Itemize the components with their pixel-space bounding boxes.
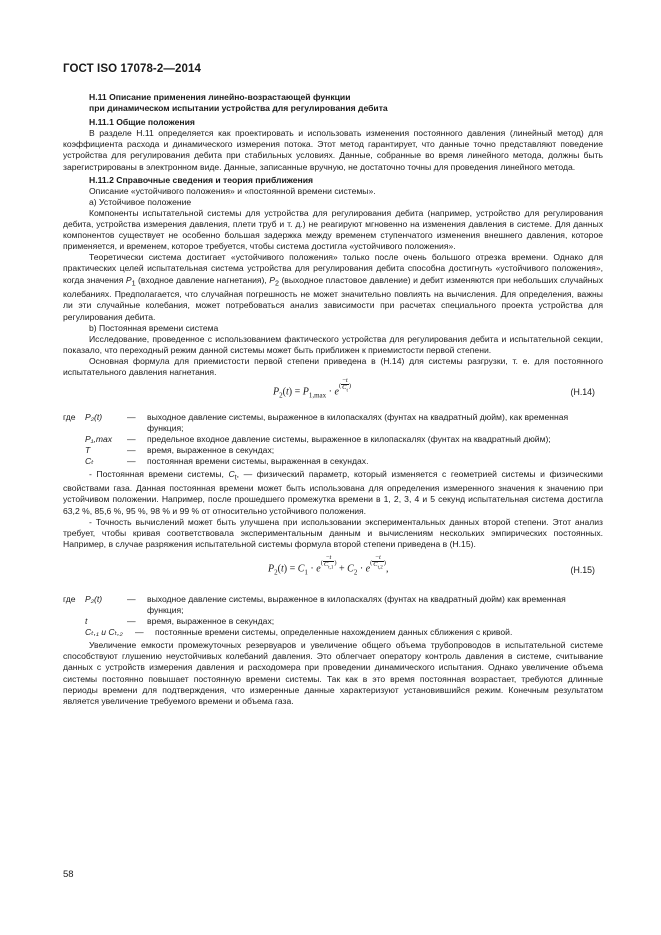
- definition-row: P₁,max — предельное входное давление системы, выраженное в килопаскалях (фунтах на квадратный дюйм);: [63, 434, 603, 445]
- paragraph-reference-intro: Описание «устойчивого положения» и «постоянной времени системы».: [89, 185, 376, 196]
- formula-h14: $P_2(t) = P_{1,max} \cdot e$( $\frac{-t}{C_t}$ ): [273, 377, 352, 400]
- definition-symbol: t: [85, 616, 88, 627]
- definition-symbol: P₂(t): [85, 412, 103, 423]
- definition-row: t — время, выраженное в секундах;: [63, 616, 603, 627]
- document-body: [63, 92, 603, 707]
- subsection-title-reference: Н.11.2 Справочные сведения и теория приближения: [89, 174, 314, 185]
- subsection-title-general: Н.11.1 Общие положения: [89, 117, 195, 128]
- definition-symbol: P₂(t): [85, 593, 103, 604]
- definition-text: время, выраженное в секундах;: [147, 445, 275, 456]
- definition-text: выходное давление системы, выраженное в килопаскалях (фунтах на квадратный дюйм) как временная функция;: [147, 593, 566, 615]
- formula-h15-number: (Н.15): [570, 564, 595, 575]
- definition-symbol: Cₜ: [85, 456, 94, 467]
- definitions-h15: [63, 594, 603, 638]
- definition-row: где P₂(t) — выходное давление системы, выраженное в килопаскалях (фунтах на квадратный дюйм) как временная функция;: [63, 594, 603, 616]
- definition-row: где P₂(t) — выходное давление системы, выраженное в килопаскалях (фунтах на квадратный дюйм), как временная функция;: [63, 412, 603, 434]
- definition-symbol: Cₜ,₁ и Cₜ,₂: [85, 627, 123, 638]
- definition-symbol: P₁,max: [85, 434, 113, 445]
- formula-h15-row: [63, 553, 603, 588]
- paragraph-closing: Увеличение емкости промежуточных резервуаров и увеличение общего объема трубопроводов в испытательной системе способствуют глушению неустойчивых колебаний давления. Это облегчает оператору контроль давления в системе, считывание данных с устройств измерения давления и расходомера при проведении динамического испытания. Однако увеличение объема системы постоянно повышает постоянную времени системы. Так как в это время постоянная возрастает, требуются длинные периоды времени для подтверждения, что измеренные данные характеризуют установившийся режим. Конечным результатом является увеличение требуемого времени и объема газа.: [63, 640, 603, 706]
- where-label: где: [63, 593, 76, 604]
- definition-text: предельное входное давление системы, выраженное в килопаскалях (фунтах на квадратный дюйм);: [147, 434, 551, 445]
- formula-h14-row: [63, 377, 603, 409]
- document-header-title: ГОСТ ISO 17078-2—2014: [63, 63, 201, 75]
- paragraph-steady-state-1: Компоненты испытательной системы для устройства для регулирования дебита (например, устройство для регулирования дебита, устройства измерения давления, плети труб и т. д.) не реагируют мгновенно на изменения давления в системе. Для данных компонентов существует не особенно большая задержка между временем ступенчатого изменения внешнего давления, которое применяется, и временем, которое требуется, чтобы система достигла «устойчивого положения».: [63, 207, 603, 252]
- list-item-a: а) Устойчивое положение: [89, 196, 192, 207]
- section-title-line1: Н.11 Описание применения линейно-возрастающей функции: [89, 92, 351, 102]
- definition-symbol: T: [85, 445, 91, 456]
- list-item-b: b) Постоянная времени система: [89, 322, 219, 333]
- where-label: где: [63, 412, 76, 423]
- definition-text: постоянная времени системы, выраженная в секундах.: [147, 456, 369, 467]
- definition-row: T — время, выраженное в секундах;: [63, 445, 603, 456]
- paragraph-steady-state-2: Теоретически система достигает «устойчивого положения» только после очень большого отрезка времени. Однако для практических целей испытательная система устройства для регулирования дебита способна достигнуть «устойчивого положения», когда значения $P_1$ (входное давление нагнетания), $P_2$ (выходное пластовое давление) и дебит изменяются при небольших случайных колебаниях. Предполагается, что случайная погрешность не может значительно повлиять на вычисления. Для определения, важны ли эти случайные колебания, может потребоваться анализ зависимости при расчетах специального проекта устройства для регулирования дебита.: [63, 252, 604, 322]
- note-accuracy: - Точность вычислений может быть улучшена при использовании экспериментальных данных второй степени. Этот анализ требует, чтобы кривая соответствовала экспериментальным данным и вычислениям нескольких эмпирических постоянных. Например, в случае разряжения испытательной системы формула второй степени приведена в (Н.15).: [63, 516, 603, 549]
- paragraph-time-constant-1: Исследование, проведенное с использованием фактического устройства для регулирования дебита и испытательной секции, показало, что переходный режим данной системы может быть приближен к приемистости первой степени.: [63, 333, 603, 355]
- formula-h14-number: (Н.14): [570, 387, 595, 398]
- note-time-constant: - Постоянная времени системы, $C_t$, — физический параметр, который изменяется с геометрией системы и физическими свойствами газа. Данная постоянная времени может быть использована для определения измеренного значения к значению при устойчивом положении. Например, после прошедшего промежутка времени в 1, 2, 3, 4 и 5 секунд испытательная система достигла 63,2 %, 85,6 %, 95 %, 98 % и 99 % от относительно устойчивого положения.: [63, 468, 603, 516]
- section-title-line2: при динамическом испытании устройства для регулирования дебита: [89, 103, 388, 114]
- paragraph-time-constant-2: Основная формула для приемистости первой степени приведена в (Н.14) для системы разгрузки, т. е. для постоянного испытательного давления нагнетания.: [63, 355, 603, 377]
- definition-text: выходное давление системы, выраженное в килопаскалях (фунтах на квадратный дюйм), как временная функция;: [147, 412, 569, 434]
- page-number: 58: [63, 869, 74, 880]
- paragraph-general: В разделе Н.11 определяется как проектировать и использовать изменения постоянного давления (линейный метод) для коэффициента расхода и динамического измерения потока. Этот метод гарантирует, что данные точно представляют поведение устройства для регулирования дебита при стабильных условиях. Данные, собранные во время линейного метода, должны быть зарегистрированы в электронном виде. Данные, записанные вручную, не достаточно точны для проведения линейного метода.: [63, 128, 603, 172]
- definition-text: время, выраженное в секундах;: [147, 616, 275, 627]
- definition-row: Cₜ — постоянная времени системы, выраженная в секундах.: [63, 456, 603, 467]
- definition-row: Cₜ,₁ и Cₜ,₂ — постоянные времени системы, определенные нахождением данных сближения с кривой.: [63, 627, 603, 638]
- formula-h15: $P_2(t) = C_1 \cdot e$( $\frac{-t}{C_{t,1}}$ ) + $C_2 \cdot e$( $\frac{-t}{C_{t,2}}$ ),: [268, 553, 389, 577]
- definition-text: постоянные времени системы, определенные нахождением данных сближения с кривой.: [155, 627, 513, 638]
- definitions-h14: [63, 412, 603, 467]
